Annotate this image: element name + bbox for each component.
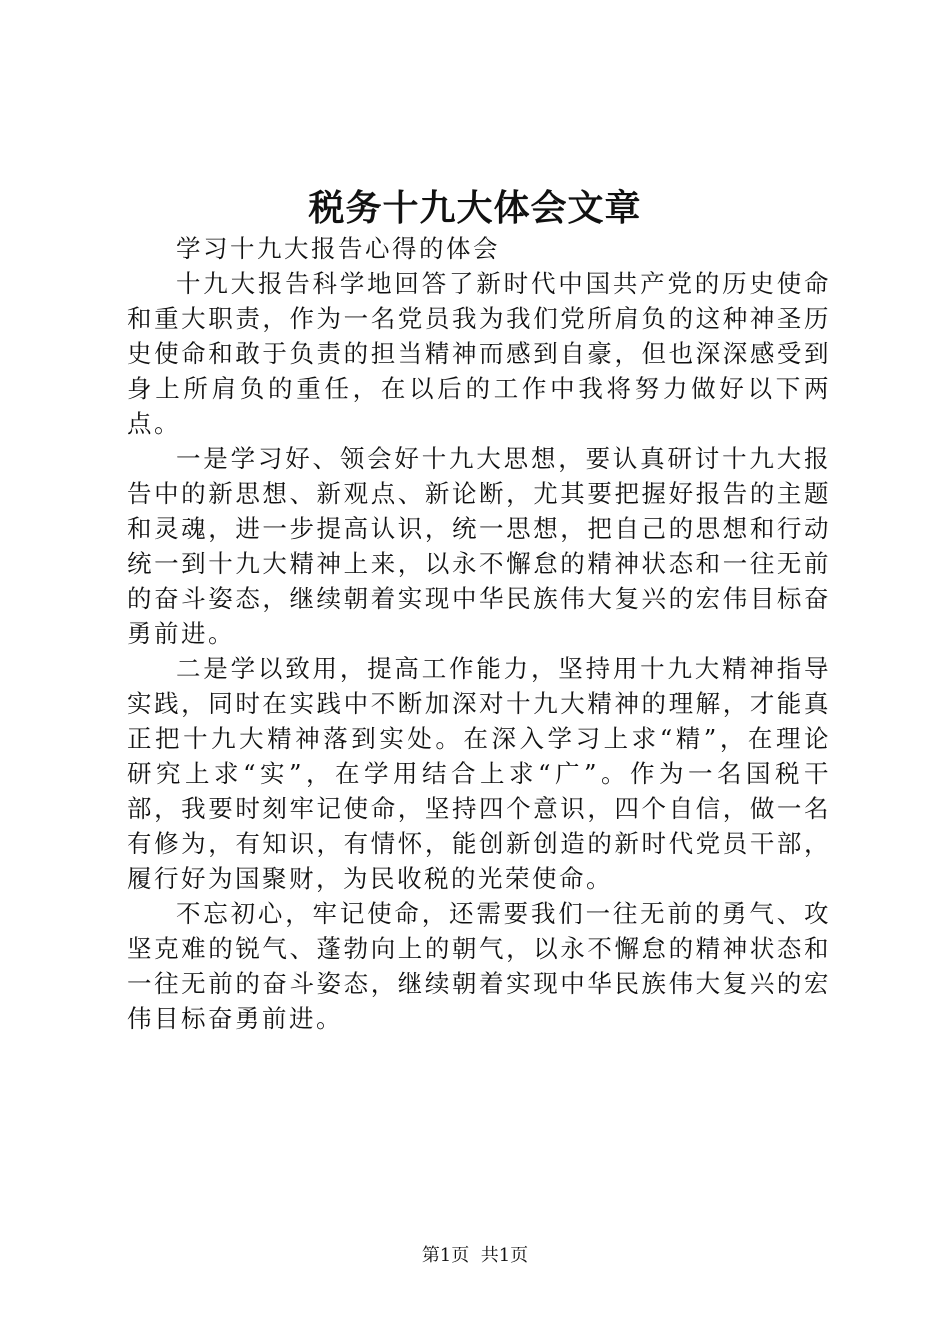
document-body xyxy=(127,231,831,1036)
page-footer: 第1页 共1页 xyxy=(421,1245,529,1266)
intro-paragraph: 十九大报告科学地回答了新时代中国共产党的历史使命和重大职责，作为一名党员我为我们党所肩负的这种神圣历史使命和敢于负责的担当精神而感到自豪，但也深深感受到身上所肩负的重任，在以后的工作中我将努力做好以下两点。 xyxy=(127,269,831,438)
document-title: 税务十九大体会文章 xyxy=(308,187,642,229)
point-two-paragraph: 二是学以致用，提高工作能力，坚持用十九大精神指导实践，同时在实践中不断加深对十九大精神的理解，才能真正把十九大精神落到实处。在深入学习上求“精”，在理论研究上求“实”，在学用结合上求“广”。作为一名国税干部，我要时刻牢记使命，坚持四个意识，四个自信，做一名有修为，有知识，有情怀，能创新创造的新时代党员干部，履行好为国聚财，为民收税的光荣使命。 xyxy=(127,654,831,893)
conclusion-paragraph: 不忘初心，牢记使命，还需要我们一往无前的勇气、攻坚克难的锐气、蓬勃向上的朝气，以永不懈怠的精神状态和一往无前的奋斗姿态，继续朝着实现中华民族伟大复兴的宏伟目标奋勇前进。 xyxy=(127,899,831,1033)
point-one-paragraph: 一是学习好、领会好十九大思想，要认真研讨十九大报告中的新思想、新观点、新论断，尤其要把握好报告的主题和灵魂，进一步提高认识，统一思想，把自己的思想和行动统一到十九大精神上来，以永不懈怠的精神状态和一往无前的奋斗姿态，继续朝着实现中华民族伟大复兴的宏伟目标奋勇前进。 xyxy=(127,444,831,648)
subtitle-paragraph: 学习十九大报告心得的体会 xyxy=(176,234,500,263)
